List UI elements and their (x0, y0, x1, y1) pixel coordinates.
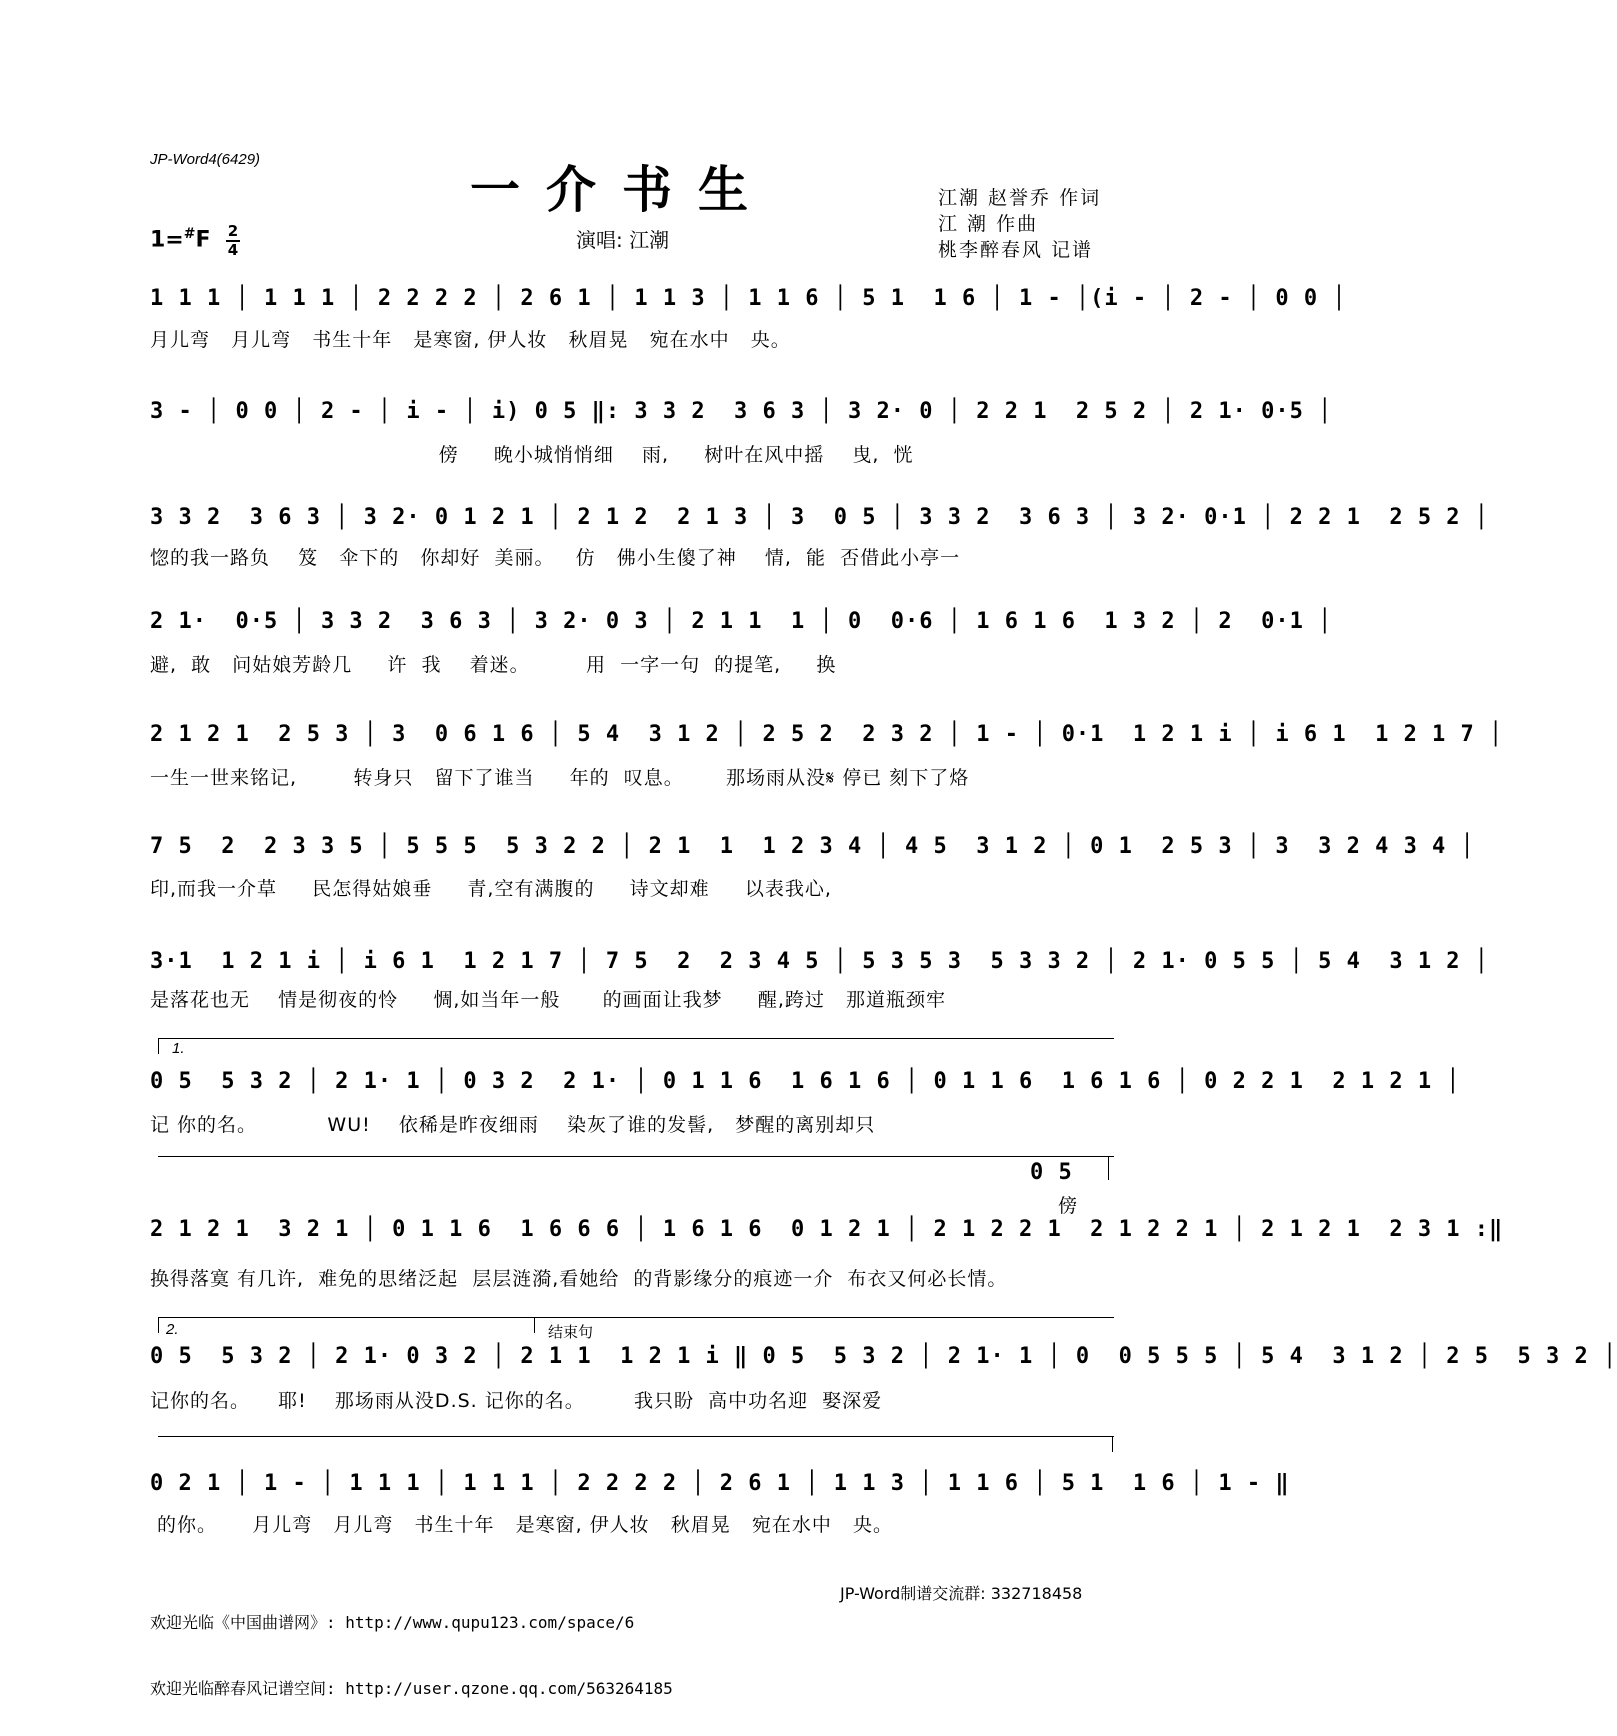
credits-block (938, 185, 1101, 263)
lyrics-row-4: 避, 敢 问姑娘芳龄几 许 我 着迷。 用 一字一句 的提笔, 换 (150, 654, 837, 676)
footer-links (150, 1568, 673, 1722)
first-ending-label: 1. (172, 1040, 185, 1057)
notes-row-6: 7 5 2 2 3 3 5 │ 5 5 5 5 3 2 2 │ 2 1 1 1 2 3 4 │ 4 5 3 1 2 │ 0 1 2 5 3 │ 3 3 2 4 3 4 │ (150, 834, 1475, 859)
lyrics-row-6: 印,而我一介草 民怎得姑娘垂 青,空有满腹的 诗文却难 以表我心, (150, 878, 832, 900)
key-prefix: 1= (150, 227, 184, 253)
key-signature (150, 226, 211, 252)
notes-row-2: 3 - │ 0 0 │ 2 - │ i - │ i) 0 5 ‖: 3 3 2 3 6 3 │ 3 2· 0 │ 2 2 1 2 5 2 │ 2 1· 0·5 │ (150, 399, 1333, 424)
singer-credit: 演唱: 江潮 (576, 228, 670, 252)
ending-phrase-label: 结束句 (548, 1324, 594, 1341)
software-label: JP-Word4(6429) (150, 151, 261, 168)
notes-row-11: 0 2 1 │ 1 - │ 1 1 1 │ 1 1 1 │ 2 2 2 2 │ 2 6 1 │ 1 1 3 │ 1 1 6 │ 5 1 1 6 │ 1 - ‖ (150, 1471, 1290, 1496)
lyrics-row-3: 惚的我一路负 笈 伞下的 你却好 美丽。 仿 佛小生傻了神 情, 能 否借此小亭一 (150, 547, 961, 569)
pickup-notes: 0 5 (1030, 1160, 1073, 1185)
footer-link-qupu: 欢迎光临《中国曲谱网》: http://www.qupu123.com/space/6 (150, 1613, 635, 1632)
key-sharp: # (183, 226, 196, 242)
second-ending-label: 2. (166, 1321, 179, 1338)
pickup-lyric: 傍 (1058, 1195, 1079, 1217)
time-sig-top: 2 (227, 222, 239, 240)
lyrics-row-2: 傍 晚小城悄悄细 雨, 树叶在风中摇 曳, 恍 (150, 444, 914, 466)
lyrics-row-11: 的你。 月儿弯 月儿弯 书生十年 是寒窗, 伊人妆 秋眉晃 宛在水中 央。 (150, 1514, 894, 1536)
lyrics-row-9: 换得落寞 有几许, 难免的思绪泛起 层层涟漪,看她给 的背影缘分的痕迹一介 布衣又何必长情。 (150, 1268, 1008, 1290)
footer-link-qzone: 欢迎光临醉春风记谱空间: http://user.qzone.qq.com/563264185 (150, 1679, 673, 1698)
notes-row-5: 2 1 2 1 2 5 3 │ 3 0 6 1 6 │ 5 4 3 1 2 │ 2 5 2 2 3 2 │ 1 - │ 0·1 1 2 1 i │ i 6 1 1 2 1 7 │ (150, 722, 1504, 747)
song-title: 一介书生 (470, 160, 774, 219)
lyricist-credit: 江潮 赵誉乔 作词 (938, 187, 1102, 209)
footer-group-number: JP-Word制谱交流群: 332718458 (840, 1584, 1083, 1603)
notes-row-4: 2 1· 0·5 │ 3 3 2 3 6 3 │ 3 2· 0 3 │ 2 1 1 1 │ 0 0·6 │ 1 6 1 6 1 3 2 │ 2 0·1 │ (150, 609, 1333, 634)
notes-row-10: 0 5 5 3 2 │ 2 1· 0 3 2 │ 2 1 1 1 2 1 i ‖ 0 5 5 3 2 │ 2 1· 1 │ 0 0 5 5 5 │ 5 4 3 1 2 │ 2 5 5 3 2 │ (150, 1344, 1617, 1369)
lyrics-row-8: 记 你的名。 WU! 依稀是昨夜细雨 染灰了谁的发髻, 梦醒的离别却只 (150, 1114, 876, 1136)
time-sig-bottom: 4 (227, 241, 239, 259)
composer-credit: 江 潮 作曲 (938, 213, 1039, 235)
notes-row-8: 0 5 5 3 2 │ 2 1· 1 │ 0 3 2 2 1· │ 0 1 1 6 1 6 1 6 │ 0 1 1 6 1 6 1 6 │ 0 2 2 1 2 1 2 1 │ (150, 1069, 1461, 1094)
lyrics-row-10: 记你的名。 耶! 那场雨从没D.S. 记你的名。 我只盼 高中功名迎 娶深爱 (150, 1390, 883, 1412)
lyrics-row-5: 一生一世来铭记, 转身只 留下了谁当 年的 叹息。 那场雨从没𝄋 停已 刻下了烙 (150, 767, 970, 789)
notes-row-7: 3·1 1 2 1 i │ i 6 1 1 2 1 7 │ 7 5 2 2 3 4 5 │ 5 3 5 3 5 3 3 2 │ 2 1· 0 5 5 │ 5 4 3 1 2 │ (150, 949, 1490, 974)
lyrics-row-7: 是落花也无 情是彻夜的怜 惆,如当年一般 的画面让我梦 醒,跨过 那道瓶颈牢 (150, 989, 946, 1011)
key-note: F (195, 227, 211, 253)
notes-row-9: 2 1 2 1 3 2 1 │ 0 1 1 6 1 6 6 6 │ 1 6 1 6 0 1 2 1 │ 2 1 2 2 1 2 1 2 2 1 │ 2 1 2 1 2 3 1 :‖ (150, 1217, 1504, 1242)
notes-row-1: 1 1 1 │ 1 1 1 │ 2 2 2 2 │ 2 6 1 │ 1 1 3 │ 1 1 6 │ 5 1 1 6 │ 1 - │(i - │ 2 - │ 0 0 │ (150, 286, 1347, 311)
lyrics-row-1: 月儿弯 月儿弯 书生十年 是寒窗, 伊人妆 秋眉晃 宛在水中 央。 (150, 329, 791, 351)
notes-row-3: 3 3 2 3 6 3 │ 3 2· 0 1 2 1 │ 2 1 2 2 1 3 │ 3 0 5 │ 3 3 2 3 6 3 │ 3 2· 0·1 │ 2 2 1 2 5 2 │ (150, 505, 1490, 530)
time-signature (226, 224, 240, 258)
transcriber-credit: 桃李醉春风 记谱 (938, 239, 1094, 261)
